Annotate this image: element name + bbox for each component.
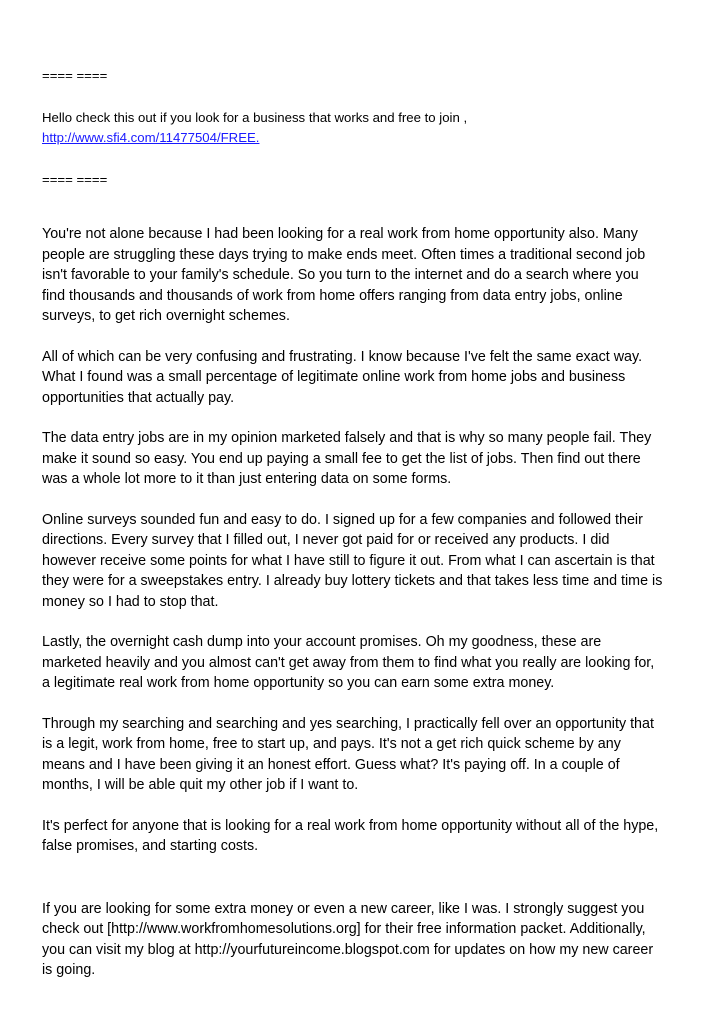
paragraph-8 — [42, 899, 688, 981]
intro-block — [42, 108, 467, 148]
paragraph-2 — [42, 347, 688, 409]
paragraph-line: find thousands and thousands of work from home offers ranging from data entry jobs, online — [42, 287, 623, 304]
paragraph-line: opportunities that actually pay. — [42, 389, 235, 406]
paragraph-line: is a legit, work from home, free to start up, and pays. It's not a get rich quick scheme by any — [42, 736, 621, 752]
separator-top: ==== ==== — [42, 68, 108, 83]
paragraph-line: they were for a sweepstakes entry. I already buy lottery tickets and that takes less time and time is — [42, 573, 663, 589]
paragraph-line: false promises, and starting costs. — [42, 838, 259, 854]
paragraph-line: is going. — [42, 962, 96, 978]
paragraph-6 — [42, 714, 688, 796]
paragraph-line: was a whole lot more to it than just entering data on some forms. — [42, 471, 452, 487]
paragraph-line: you can visit my blog at http://yourfutureincome.blogspot.com for updates on how my new career — [42, 941, 654, 958]
paragraph-line: people are struggling these days trying to make ends meet. Often times a traditional second job — [42, 246, 646, 263]
paragraph-line: All of which can be very confusing and frustrating. I know because I've felt the same exact way. — [42, 348, 643, 365]
paragraph-line: It's perfect for anyone that is looking for a real work from home opportunity without all of the hype, — [42, 817, 659, 834]
paragraph-line: The data entry jobs are in my opinion marketed falsely and that is why so many people fail. They — [42, 430, 652, 446]
sfi-link[interactable]: http://www.sfi4.com/11477504/FREE. — [42, 130, 260, 145]
paragraph-line: Online surveys sounded fun and easy to do. I signed up for a few companies and followed their — [42, 511, 643, 528]
article-body — [42, 224, 688, 1001]
paragraph-line: however receive some points for what I have still to figure it out. From what I can ascertain is that — [42, 552, 655, 569]
paragraph-line: marketed heavily and you almost can't get away from them to find what you really are looking for, — [42, 654, 655, 671]
paragraph-7 — [42, 816, 688, 857]
separator-bottom: ==== ==== — [42, 172, 108, 187]
paragraph-line: means and I have been giving it an honest effort. Guess what? It's paying off. In a couple of — [42, 756, 620, 773]
paragraph-line: surveys, to get rich overnight schemes. — [42, 308, 290, 324]
paragraph-5 — [42, 632, 688, 694]
paragraph-line: check out [http://www.workfromhomesolutions.org] for their free information packet. Additionally, — [42, 921, 646, 937]
paragraph-4 — [42, 510, 688, 613]
paragraph-line: directions. Every survey that I filled out, I never got paid for or received any products. I did — [42, 532, 610, 548]
paragraph-3 — [42, 428, 688, 490]
paragraph-1 — [42, 224, 688, 327]
paragraph-line: make it sound so easy. You end up paying a small fee to get the list of jobs. Then find out there — [42, 450, 641, 467]
paragraph-gap — [42, 877, 688, 899]
paragraph-line: If you are looking for some extra money or even a new career, like I was. I strongly suggest you — [42, 900, 645, 917]
intro-text: Hello check this out if you look for a business that works and free to join , — [42, 110, 468, 125]
paragraph-line: You're not alone because I had been looking for a real work from home opportunity also. Many — [42, 226, 638, 242]
paragraph-line: a legitimate real work from home opportunity so you can earn some extra money. — [42, 675, 555, 691]
paragraph-line: Through my searching and searching and yes searching, I practically fell over an opportunity that — [42, 715, 654, 732]
paragraph-line: What I found was a small percentage of legitimate online work from home jobs and business — [42, 369, 626, 385]
paragraph-line: Lastly, the overnight cash dump into your account promises. Oh my goodness, these are — [42, 634, 602, 650]
paragraph-line: money so I had to stop that. — [42, 593, 219, 610]
paragraph-line: months, I will be able quit my other job if I want to. — [42, 777, 359, 793]
paragraph-line: isn't favorable to your family's schedule. So you turn to the internet and do a search where you — [42, 267, 639, 283]
